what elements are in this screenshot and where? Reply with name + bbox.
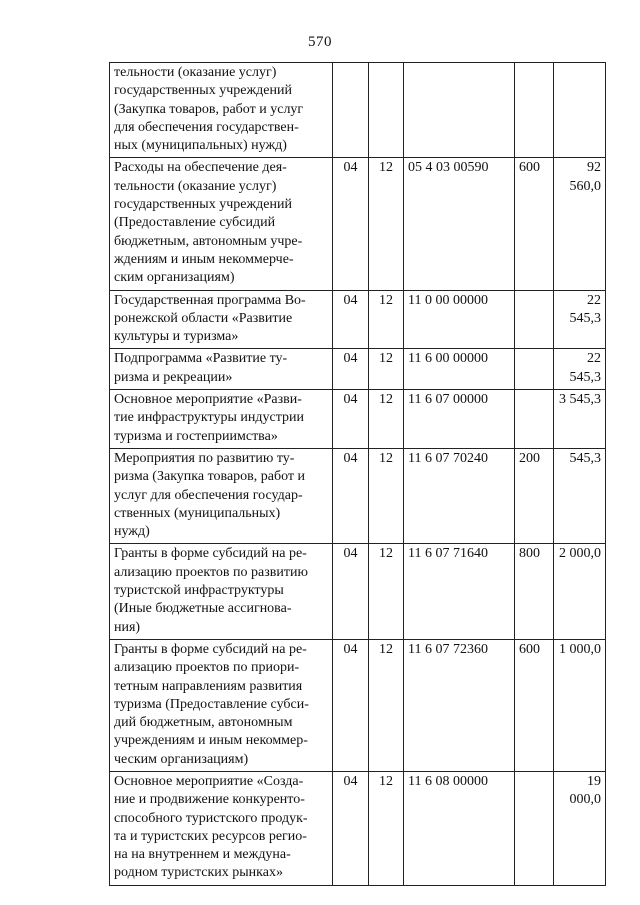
subsection-code-text: 12 (379, 773, 393, 789)
amount-text: 545,3 (569, 450, 601, 466)
budget-table (109, 62, 606, 886)
amount-cell (554, 63, 606, 158)
section-code-cell (333, 349, 369, 390)
amount-cell (554, 544, 606, 639)
subsection-code-text: 12 (379, 641, 393, 657)
target-article-code-cell (404, 349, 515, 390)
expense-type-code-text: 800 (519, 546, 540, 562)
target-article-code-text: 11 6 07 00000 (408, 392, 488, 408)
target-article-code-text: 05 4 03 00590 (408, 160, 489, 176)
amount-cell (554, 390, 606, 449)
target-article-code-cell (404, 158, 515, 290)
item-name-text: Мероприятия по развитию ту- ризма (Закупка товаров, работ и услуг для обеспечения государ- ственных (муниципальных) нужд) (114, 450, 306, 540)
subsection-code-text: 12 (379, 392, 393, 408)
item-name-cell (110, 448, 333, 543)
target-article-code-cell (404, 390, 515, 449)
amount-cell (554, 158, 606, 290)
amount-text: 3 545,3 (559, 392, 601, 408)
subsection-code-cell (369, 544, 404, 639)
target-article-code-text: 11 6 00 00000 (408, 351, 488, 367)
target-article-code-text: 11 0 00 00000 (408, 292, 488, 308)
section-code-text: 04 (343, 773, 358, 789)
item-name-text: Расходы на обеспечение дея- тельности (оказание услуг) государственных учреждений (Предоставление субсидий бюджетным, автономным учре- ждениям и иным некоммерче- ским организациям) (114, 160, 303, 286)
amount-cell (554, 349, 606, 390)
subsection-code-text: 12 (379, 546, 393, 562)
expense-type-code-cell (515, 639, 554, 771)
expense-type-code-cell (515, 771, 554, 885)
table-row (110, 290, 606, 349)
section-code-cell (333, 448, 369, 543)
subsection-code-cell (369, 639, 404, 771)
section-code-text: 04 (343, 351, 358, 367)
target-article-code-cell (404, 63, 515, 158)
item-name-cell (110, 158, 333, 290)
item-name-text: Основное мероприятие «Разви- тие инфраструктуры индустрии туризма и гостеприимства» (114, 392, 304, 444)
page-number: 570 (308, 34, 332, 50)
amount-text: 1 000,0 (559, 641, 601, 657)
amount-text: 19 000,0 (569, 773, 601, 808)
table-row (110, 544, 606, 639)
target-article-code-text: 11 6 07 70240 (408, 450, 488, 466)
amount-cell (554, 448, 606, 543)
item-name-text: Государственная программа Во- ронежской области «Развитие культуры и туризма» (114, 292, 306, 345)
expense-type-code-cell (515, 63, 554, 158)
section-code-cell (333, 63, 369, 158)
item-name-text: Основное мероприятие «Созда- ние и продвижение конкуренто- способного туристского продук- та и туристских ресурсов регио- на на внутреннем и междуна- родном туристских рынках» (114, 773, 308, 881)
target-article-code-cell (404, 639, 515, 771)
item-name-text: Гранты в форме субсидий на ре- ализацию проектов по развитию туристской инфраструктуры (Иные бюджетные ассигнова- ния) (114, 546, 308, 635)
target-article-code-cell (404, 290, 515, 349)
table-row (110, 390, 606, 449)
section-code-cell (333, 290, 369, 349)
subsection-code-text: 12 (379, 160, 393, 176)
expense-type-code-cell (515, 390, 554, 449)
section-code-text: 04 (343, 450, 358, 466)
subsection-code-cell (369, 349, 404, 390)
section-code-text: 04 (343, 392, 358, 408)
subsection-code-cell (369, 771, 404, 885)
amount-text: 22 545,3 (569, 292, 601, 326)
expense-type-code-text: 600 (519, 641, 540, 657)
amount-text: 92 560,0 (569, 160, 601, 194)
table-row (110, 771, 606, 885)
expense-type-code-cell (515, 158, 554, 290)
subsection-code-cell (369, 158, 404, 290)
item-name-text: Подпрограмма «Развитие ту- ризма и рекреации» (114, 351, 288, 385)
budget-table-body (110, 63, 606, 886)
section-code-cell (333, 158, 369, 290)
target-article-code-cell (404, 544, 515, 639)
amount-cell (554, 639, 606, 771)
section-code-cell (333, 771, 369, 885)
table-row (110, 63, 606, 158)
subsection-code-text: 12 (379, 450, 393, 466)
subsection-code-text: 12 (379, 351, 393, 367)
subsection-code-cell (369, 290, 404, 349)
expense-type-code-cell (515, 290, 554, 349)
item-name-cell (110, 63, 333, 158)
target-article-code-text: 11 6 07 72360 (408, 641, 488, 657)
section-code-text: 04 (343, 292, 358, 308)
item-name-text: тельности (оказание услуг) государственных учреждений (Закупка товаров, работ и услуг для обеспечения государствен- ных (муниципальных) нужд) (114, 65, 304, 154)
table-row (110, 158, 606, 290)
amount-text: 22 545,3 (569, 351, 601, 385)
item-name-cell (110, 639, 333, 771)
amount-cell (554, 290, 606, 349)
item-name-cell (110, 390, 333, 449)
target-article-code-text: 11 6 07 71640 (408, 546, 488, 562)
subsection-code-cell (369, 448, 404, 543)
section-code-text: 04 (343, 160, 358, 176)
item-name-cell (110, 544, 333, 639)
section-code-cell (333, 390, 369, 449)
table-row (110, 448, 606, 543)
target-article-code-cell (404, 448, 515, 543)
expense-type-code-text: 600 (519, 160, 540, 176)
table-row (110, 639, 606, 771)
subsection-code-cell (369, 63, 404, 158)
subsection-code-cell (369, 390, 404, 449)
section-code-cell (333, 544, 369, 639)
section-code-cell (333, 639, 369, 771)
item-name-cell (110, 349, 333, 390)
expense-type-code-cell (515, 448, 554, 543)
item-name-cell (110, 290, 333, 349)
amount-text: 2 000,0 (559, 546, 601, 562)
table-row (110, 349, 606, 390)
item-name-text: Гранты в форме субсидий на ре- ализацию проектов по приори- тетным направлениям развития туризма (Предоставление субси- дий бюджетным, автономным учреждениям и иным некоммер- ческим организациям) (114, 641, 309, 767)
target-article-code-cell (404, 771, 515, 885)
subsection-code-text: 12 (379, 292, 393, 308)
expense-type-code-cell (515, 349, 554, 390)
amount-cell (554, 771, 606, 885)
item-name-cell (110, 771, 333, 885)
expense-type-code-cell (515, 544, 554, 639)
section-code-text: 04 (343, 641, 358, 657)
target-article-code-text: 11 6 08 00000 (408, 773, 488, 789)
section-code-text: 04 (343, 546, 358, 562)
expense-type-code-text: 200 (519, 450, 540, 466)
